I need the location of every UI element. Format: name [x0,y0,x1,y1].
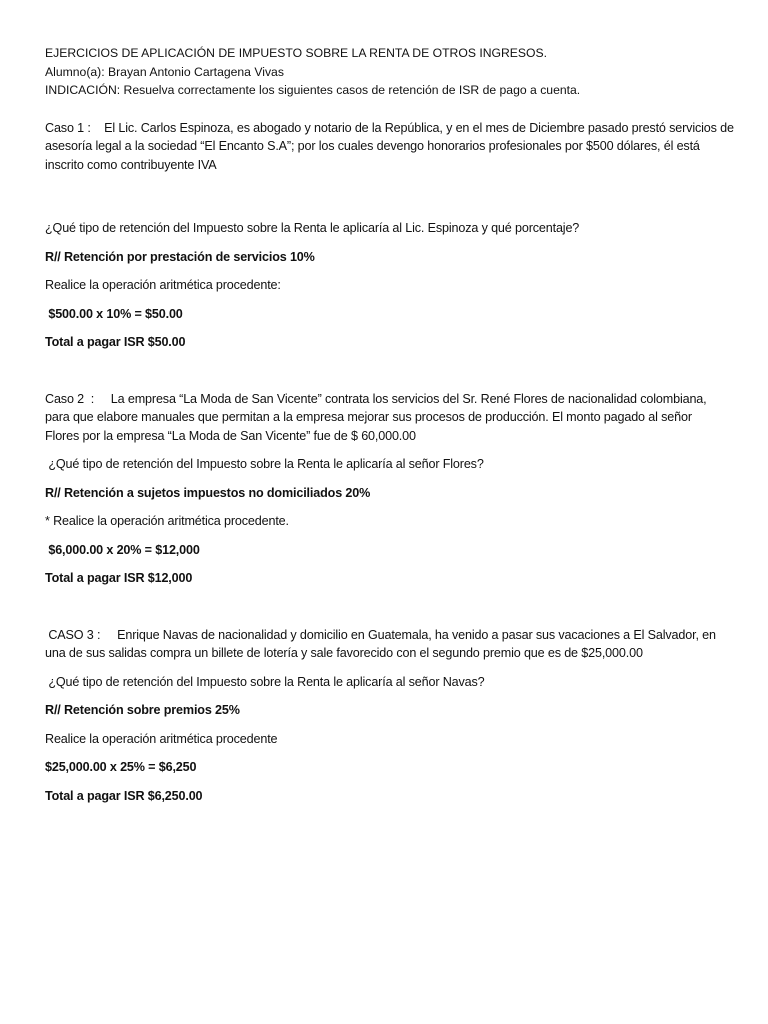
case-3-operation-prompt: Realice la operación aritmética procedente [45,731,278,746]
instruction-text: INDICACIÓN: Resuelva correctamente los siguientes casos de retención de ISR de pago a cuenta. [45,83,581,97]
case-1 [45,119,735,352]
case-2-statement [45,390,735,446]
case-2-line-3: Flores por la empresa “La Moda de San Vicente” fue de $ 60,000.00 [45,428,416,443]
case-2-operation-prompt: * Realice la operación aritmética procedente. [45,514,289,528]
case-1-operation-prompt: Realice la operación aritmética procedente: [45,278,281,292]
case-2-operation: $6,000.00 x 20% = $12,000 [45,542,200,557]
case-1-line-1: Caso 1 : El Lic. Carlos Espinoza, es abogado y notario de la República, y en el mes de Diciembre pasado prestó servicios de [45,120,734,135]
case-2-line-1: Caso 2 : La empresa “La Moda de San Vicente” contrata los servicios del Sr. René Flores de nacionalidad colombiana, [45,391,707,406]
case-3-line-1: CASO 3 : Enrique Navas de nacionalidad y domicilio en Guatemala, ha venido a pasar sus vacaciones a El Salvador, en [45,627,716,642]
case-3-line-2: una de sus salidas compra un billete de lotería y sale favorecido con el segundo premio que es de $25,000.00 [45,646,643,660]
case-1-statement [45,119,735,175]
case-3-question: ¿Qué tipo de retención del Impuesto sobre la Renta le aplicaría al señor Navas? [45,674,485,689]
case-1-answer: R// Retención por prestación de servicios 10% [45,249,315,264]
case-2-question: ¿Qué tipo de retención del Impuesto sobre la Renta le aplicaría al señor Flores? [45,457,484,471]
document-title: EJERCICIOS DE APLICACIÓN DE IMPUESTO SOBRE LA RENTA DE OTROS INGRESOS. [45,46,548,60]
case-1-line-3: inscrito como contribuyente IVA [45,157,217,172]
case-1-question: ¿Qué tipo de retención del Impuesto sobre la Renta le aplicaría al Lic. Espinoza y qué porcentaje? [45,221,580,235]
student-name: Alumno(a): Brayan Antonio Cartagena Vivas [45,64,284,79]
case-3 [45,626,735,806]
case-3-total: Total a pagar ISR $6,250.00 [45,788,203,803]
case-3-answer: R// Retención sobre premios 25% [45,703,240,717]
case-2-answer: R// Retención a sujetos impuestos no domiciliados 20% [45,485,371,500]
case-2 [45,390,735,588]
case-3-statement [45,626,735,663]
document-header [45,44,735,100]
case-1-total: Total a pagar ISR $50.00 [45,335,186,349]
case-2-line-2: para que elabore manuales que permitan a la empresa mejorar sus procesos de producción. El monto pagado al señor [45,410,692,424]
case-1-line-2: asesoría legal a la sociedad “El Encanto S.A”; por los cuales devengo honorarios profesionales por $500 dólares, él está [45,139,700,153]
case-3-operation: $25,000.00 x 25% = $6,250 [45,760,197,774]
document-page [45,44,735,805]
case-2-total: Total a pagar ISR $12,000 [45,571,193,585]
case-1-operation: $500.00 x 10% = $50.00 [45,306,183,321]
